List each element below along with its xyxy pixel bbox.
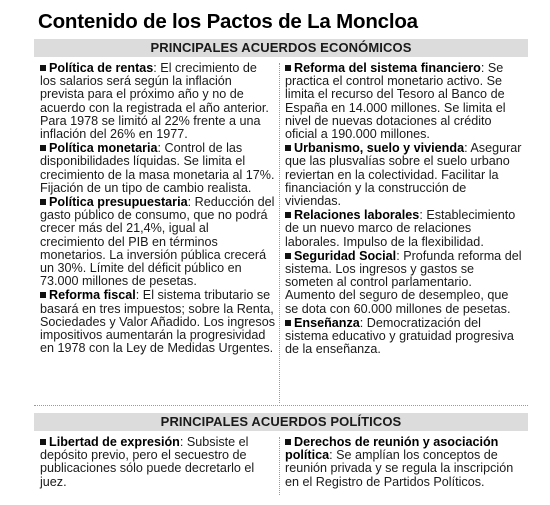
agreement-text: Se amplían los conceptos de reunión privada y se regula la inscripción en el Registro de Partidos Políticos. (285, 448, 514, 489)
agreement-heading: Reforma fiscal (49, 288, 136, 303)
square-bullet-icon (40, 145, 46, 151)
agreement-colon: : (396, 248, 404, 263)
agreement-colon: : (329, 448, 337, 463)
agreement-heading: Urbanismo, suelo y vivienda (294, 141, 465, 156)
agreement-colon: : (157, 141, 165, 156)
agreement-heading: Enseñanza (294, 315, 360, 330)
square-bullet-icon (285, 253, 291, 259)
economic-right-column (285, 62, 525, 357)
square-bullet-icon (285, 320, 291, 326)
square-bullet-icon (40, 292, 46, 298)
agreement-colon: : (179, 435, 187, 449)
agreement-colon: : (135, 288, 143, 303)
agreement-item (285, 62, 525, 141)
agreement-item (40, 142, 276, 195)
agreement-item (285, 142, 525, 208)
agreement-item (40, 196, 276, 288)
agreement-heading: Política monetaria (49, 141, 158, 156)
agreement-item (40, 62, 276, 141)
political-left-column (40, 436, 276, 490)
economic-left-column (40, 62, 276, 356)
agreement-text: Asegurar que las plusvalías sobre el suelo urbano reviertan en la colectividad. Facilitar la financiación y la construcción de viviendas. (285, 141, 522, 209)
agreement-colon: : (419, 208, 427, 223)
agreement-text: Control de las disponibilidades líquidas. Se limita el crecimiento de la masa monetaria al 17%. Fijación de un tipo de cambio realista. (40, 141, 275, 195)
agreement-heading: Libertad de expresión (49, 435, 180, 449)
section-heading-economicos: PRINCIPALES ACUERDOS ECONÓMICOS (34, 39, 528, 57)
square-bullet-icon (285, 212, 291, 218)
agreement-colon: : (480, 61, 488, 75)
agreement-text: Se practica el control monetario activo. Se limita el recurso del Tesoro al Banco de España en 14.000 millones. Se limita el nivel de nuevas dotaciones al crédito oficial a 190.000 millones. (285, 61, 506, 142)
political-right-column (285, 436, 525, 490)
agreement-item (285, 317, 525, 357)
column-divider (279, 437, 281, 495)
agreement-heading: Política de rentas (49, 61, 154, 75)
agreement-colon: : (153, 61, 161, 75)
agreement-heading: Seguridad Social (294, 248, 397, 263)
square-bullet-icon (285, 65, 291, 71)
agreement-colon: : (187, 195, 195, 210)
agreement-text: Democratización del sistema educativo y gratuidad progresiva de la enseñanza. (285, 315, 514, 357)
agreement-heading: Política presupuestaria (49, 195, 188, 210)
agreement-text: El sistema tributario se basará en tres impuestos; sobre la Renta, Sociedades y Valor Añadido. Los ingresos impositivos aumentarán la progresividad en 1978 con la Ley de Medidas Urgentes. (40, 288, 276, 356)
square-bullet-icon (40, 65, 46, 71)
agreement-text: Establecimiento de un nuevo marco de relaciones laborales. Impulso de la flexibilidad. (285, 208, 516, 249)
agreement-heading: Reforma del sistema financiero (294, 61, 481, 75)
agreement-colon: : (464, 141, 471, 156)
agreement-text: Reducción del gasto público de consumo, que no podrá crecer más del 21,4%, igual al crecimiento del PIB en términos monetarios. La inversión pública crecerá un 30%. Límite del déficit público en 73.000 millones de pesetas. (40, 195, 275, 289)
agreement-item (285, 436, 525, 489)
agreement-colon: : (359, 315, 367, 330)
agreement-text: Subsiste el depósito previo, pero el secuestro de publicaciones sólo puede decretarlo el juez. (40, 435, 255, 489)
agreement-item (285, 250, 525, 316)
agreement-item (285, 209, 525, 249)
square-bullet-icon (40, 439, 46, 445)
agreement-heading: Derechos de reunión y asociación política (285, 435, 499, 463)
agreement-item (40, 436, 276, 489)
agreement-text: El crecimiento de los salarios será según la inflación prevista para el próximo año y no de acuerdo con la registrada el año anterior. Para 1978 se limitó al 22% frente a una inflación del 26% en 1977. (40, 61, 269, 142)
section-divider (34, 405, 528, 406)
square-bullet-icon (285, 145, 291, 151)
agreement-text: Profunda reforma del sistema. Los ingresos y gastos se someten al control parlamentario. Aumento del seguro de desempleo, que se dota con 60.000 millones de pesetas. (285, 248, 522, 316)
section-heading-politicos: PRINCIPALES ACUERDOS POLÍTICOS (34, 413, 528, 431)
page-title: Contenido de los Pactos de La Moncloa (38, 10, 418, 33)
agreement-heading: Relaciones laborales (294, 208, 420, 223)
column-divider (279, 63, 281, 403)
agreement-item (40, 289, 276, 355)
square-bullet-icon (40, 199, 46, 205)
square-bullet-icon (285, 439, 291, 445)
